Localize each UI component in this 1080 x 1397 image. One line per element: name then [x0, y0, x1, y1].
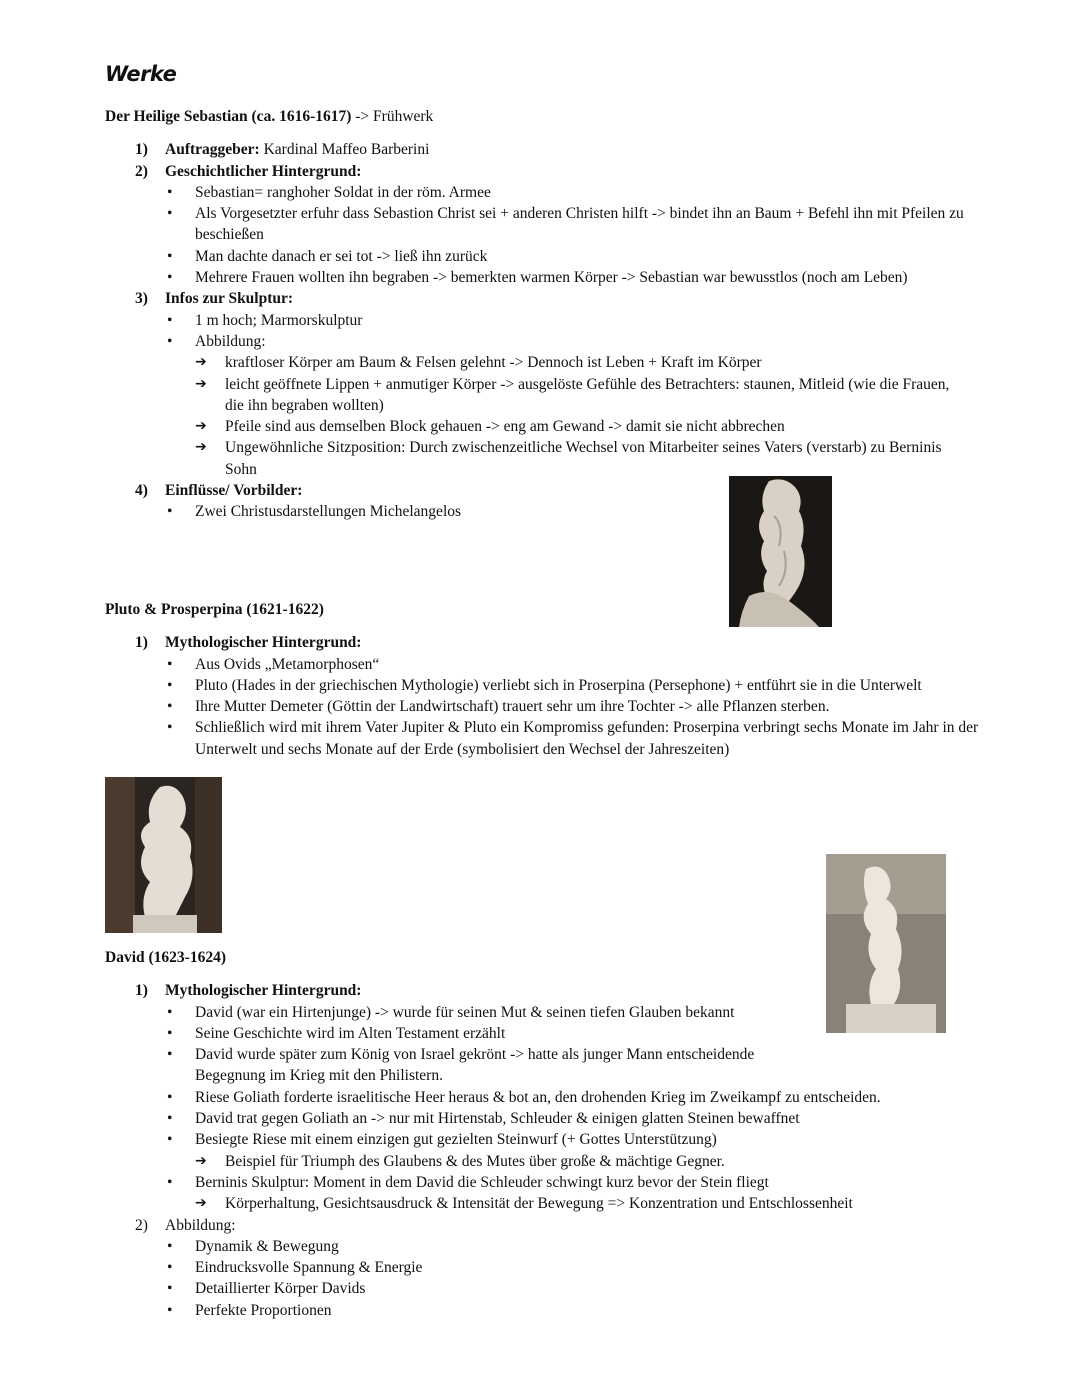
bullet-item: [167, 1044, 805, 1087]
item-number: 3): [135, 290, 148, 308]
bullet-item: [167, 1172, 955, 1215]
bullet-item: [167, 182, 965, 203]
bullet-text: Perfekte Proportionen: [195, 1301, 332, 1319]
bullet-text: Zwei Christusdarstellungen Michelangelos: [195, 503, 462, 521]
bullet-icon: •: [167, 311, 173, 329]
bullet-text: David wurde später zum König von Israel gekrönt -> hatte als junger Mann entscheidende Begegnung im Krieg mit den Philistern.: [195, 1046, 755, 1085]
item-label: Infos zur Skulptur:: [165, 290, 294, 308]
bullet-list: [165, 182, 965, 288]
arrow-right-icon: ➔: [195, 354, 207, 371]
bullet-item: [167, 1257, 1005, 1278]
bullet-icon: •: [167, 1110, 173, 1128]
arrow-text: leicht geöffnete Lippen + anmutiger Körper -> ausgelöste Gefühle des Betrachters: staunen, Mitleid (wie die Frauen, die ihn begraben wollten): [225, 375, 950, 414]
numbered-list: [105, 980, 1005, 1321]
bullet-item: [167, 267, 965, 288]
bullet-text: Ihre Mutter Demeter (Göttin der Landwirtschaft) trauert sehr um ihre Tochter -> alle Pflanzen sterben.: [195, 698, 830, 716]
bullet-text: Mehrere Frauen wollten ihn begraben -> bemerkten warmen Körper -> Sebastian war bewusstlos (noch am Leben): [195, 269, 908, 287]
list-item: [135, 480, 985, 523]
arrow-list: [195, 1193, 955, 1214]
bullet-item: [167, 246, 965, 267]
bullet-icon: •: [167, 719, 173, 737]
bullet-icon: •: [167, 1003, 173, 1021]
pluto-proserpina-image: [105, 777, 222, 933]
bullet-list: [165, 654, 985, 760]
arrow-list: [195, 1151, 955, 1172]
bullet-icon: •: [167, 1237, 173, 1255]
bullet-text: Sebastian= ranghoher Soldat in der röm. Armee: [195, 183, 491, 201]
bullet-item: [167, 675, 985, 696]
bullet-text: Riese Goliath forderte israelitische Heer heraus & bot an, den drohenden Krieg im Zweikampf zu entscheiden.: [195, 1088, 881, 1106]
item-label: Geschichtlicher Hintergrund:: [165, 162, 362, 180]
bullet-text: Pluto (Hades in der griechischen Mythologie) verliebt sich in Proserpina (Persephone) + entführt sie in die Unterwelt: [195, 676, 922, 694]
section-david: [105, 947, 1005, 1321]
section-title: [105, 947, 1005, 968]
arrow-right-icon: ➔: [195, 439, 207, 456]
item-number: 2): [135, 1216, 148, 1234]
bullet-icon: •: [167, 1173, 173, 1191]
item-number: 2): [135, 162, 148, 180]
bullet-text: Schließlich wird mit ihrem Vater Jupiter & Pluto ein Kompromiss gefunden: Proserpina verbringt sechs Monate im Jahr in der Unterwelt und sechs Monate auf der Erde (symbolisiert den Wechsel der Jahreszeiten): [195, 719, 979, 758]
bullet-item: [167, 1087, 955, 1108]
bullet-text: Abbildung:: [195, 332, 266, 350]
bullet-item: [167, 501, 985, 522]
bullet-text: Detaillierter Körper Davids: [195, 1280, 366, 1298]
bullet-list: [165, 1236, 1005, 1321]
list-item: [135, 980, 1005, 1214]
list-item: [135, 139, 985, 160]
bullet-list: [165, 1002, 955, 1215]
section-title-text: Der Heilige Sebastian (ca. 1616-1617): [105, 108, 352, 125]
item-label: Einflüsse/ Vorbilder:: [165, 482, 303, 500]
bullet-icon: •: [167, 1024, 173, 1042]
bullet-icon: •: [167, 1046, 173, 1064]
bullet-text: Seine Geschichte wird im Alten Testament erzählt: [195, 1024, 506, 1042]
bullet-text: David (war ein Hirtenjunge) -> wurde für seinen Mut & seinen tiefen Glauben bekannt: [195, 1003, 735, 1021]
arrow-text: Pfeile sind aus demselben Block gehauen -> eng am Gewand -> damit sie nicht abbrechen: [225, 418, 785, 436]
bullet-icon: •: [167, 1259, 173, 1277]
bullet-icon: •: [167, 655, 173, 673]
bullet-icon: •: [167, 247, 173, 265]
arrow-item: [195, 416, 955, 437]
bullet-text: Man dachte danach er sei tot -> ließ ihn zurück: [195, 247, 488, 265]
arrow-text: Ungewöhnliche Sitzposition: Durch zwischenzeitliche Wechsel von Mitarbeiter seines Vaters (verstarb) zu Berninis Sohn: [225, 439, 942, 478]
arrow-text: kraftloser Körper am Baum & Felsen gelehnt -> Dennoch ist Leben + Kraft im Körper: [225, 354, 762, 372]
arrow-item: [195, 352, 955, 373]
section-title-suffix: -> Frühwerk: [351, 108, 434, 125]
section-title-text: David (1623-1624): [105, 949, 226, 966]
bullet-text: Eindrucksvolle Spannung & Energie: [195, 1259, 423, 1277]
arrow-right-icon: ➔: [195, 1152, 207, 1169]
bullet-item: [167, 1300, 1005, 1321]
item-label: Auftraggeber:: [165, 141, 260, 159]
bullet-icon: •: [167, 1088, 173, 1106]
list-item: [135, 161, 985, 289]
arrow-item: [195, 1193, 955, 1214]
item-number: 1): [135, 982, 148, 1000]
list-item: [135, 288, 985, 480]
bullet-icon: •: [167, 332, 173, 350]
section-pluto: [105, 599, 1005, 760]
bullet-text: Als Vorgesetzter erfuhr dass Sebastion Christ sei + anderen Christen hilft -> bindet ihn an Baum + Befehl ihn mit Pfeilen zu beschießen: [195, 205, 964, 244]
bullet-item: [167, 1002, 955, 1023]
arrow-text: Körperhaltung, Gesichtsausdruck & Intensität der Bewegung => Konzentration und Entschlossenheit: [225, 1195, 853, 1213]
arrow-right-icon: ➔: [195, 418, 207, 435]
bullet-icon: •: [167, 183, 173, 201]
arrow-item: [195, 437, 955, 480]
bullet-list: [165, 501, 985, 522]
bullet-icon: •: [167, 205, 173, 223]
arrow-right-icon: ➔: [195, 375, 207, 392]
bullet-text: Dynamik & Bewegung: [195, 1237, 339, 1255]
list-item: [135, 632, 1005, 760]
bullet-item: [167, 1236, 1005, 1257]
bullet-item: [167, 310, 965, 331]
item-label: Mythologischer Hintergrund:: [165, 982, 362, 1000]
bullet-icon: •: [167, 1280, 173, 1298]
bullet-item: [167, 203, 965, 246]
bullet-icon: •: [167, 1301, 173, 1319]
bullet-icon: •: [167, 503, 173, 521]
bullet-text: Aus Ovids „Metamorphosen“: [195, 655, 380, 673]
arrow-right-icon: ➔: [195, 1195, 207, 1212]
bullet-list: [165, 310, 965, 480]
bullet-item: [167, 1129, 955, 1172]
section-title-text: Pluto & Prosperpina (1621-1622): [105, 601, 324, 618]
numbered-list: [105, 139, 985, 522]
bullet-text: Besiegte Riese mit einem einzigen gut gezielten Steinwurf (+ Gottes Unterstützung): [195, 1131, 717, 1149]
bullet-text: David trat gegen Goliath an -> nur mit Hirtenstab, Schleuder & einigen glatten Steinen bewaffnet: [195, 1110, 800, 1128]
item-number: 1): [135, 634, 148, 652]
bullet-item: [167, 331, 965, 480]
bullet-icon: •: [167, 698, 173, 716]
bullet-item: [167, 696, 985, 717]
item-number: 1): [135, 141, 148, 159]
numbered-list: [105, 632, 1005, 760]
item-label: Mythologischer Hintergrund:: [165, 634, 362, 652]
bullet-item: [167, 717, 985, 760]
arrow-text: Beispiel für Triumph des Glaubens & des Mutes über große & mächtige Gegner.: [225, 1152, 725, 1170]
item-text: Kardinal Maffeo Barberini: [259, 141, 430, 159]
arrow-list: [195, 352, 955, 480]
bullet-text: Berninis Skulptur: Moment in dem David die Schleuder schwingt kurz bevor der Stein fliegt: [195, 1173, 769, 1191]
section-title: [105, 599, 1005, 620]
arrow-item: [195, 1151, 955, 1172]
bullet-item: [167, 654, 985, 675]
page-title: Werke: [105, 62, 177, 86]
list-item: [135, 1215, 1005, 1321]
arrow-item: [195, 374, 955, 417]
item-number: 4): [135, 482, 148, 500]
bullet-item: [167, 1108, 955, 1129]
bullet-item: [167, 1278, 1005, 1299]
bullet-text: 1 m hoch; Marmorskulptur: [195, 311, 363, 329]
bullet-icon: •: [167, 676, 173, 694]
bullet-icon: •: [167, 269, 173, 287]
section-title: [105, 106, 985, 127]
item-label: Abbildung:: [165, 1216, 236, 1234]
bullet-item: [167, 1023, 955, 1044]
section-sebastian: [105, 106, 985, 523]
bullet-icon: •: [167, 1131, 173, 1149]
